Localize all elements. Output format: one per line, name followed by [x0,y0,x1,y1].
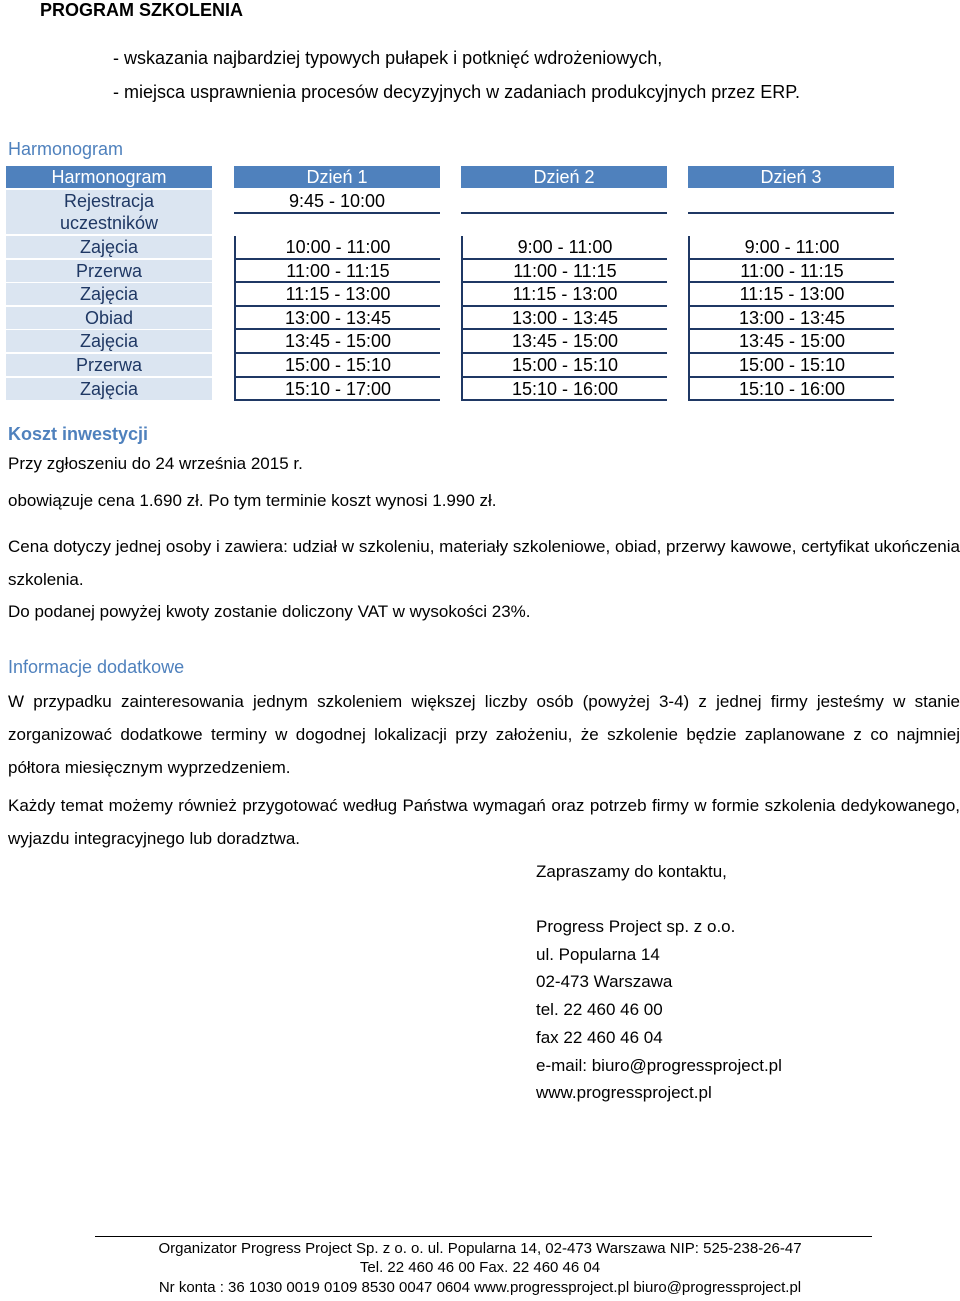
footer-account: Nr konta : 36 1030 0019 0109 8530 0047 0604 www.progressproject.pl biuro@progressproject.pl [158,1279,802,1296]
contact-email[interactable]: e-mail: biuro@progressproject.pl [536,1056,782,1075]
table-cell: 15:00 - 15:10 [234,354,440,378]
schedule-heading: Harmonogram [8,139,124,159]
table-cell: 13:45 - 15:00 [461,330,667,354]
info-paragraph: Każdy temat możemy również przygotować według Państwa wymagań oraz potrzeb firmy w formie szkolenia dedykowanego, wyjazdu integracyjnego lub doradztwa. [8,796,960,848]
document-title: PROGRAM SZKOLENIA [40,0,244,20]
contact-city: 02-473 Warszawa [536,972,673,991]
table-cell: 9:45 - 10:00 [234,190,440,214]
table-cell: 15:00 - 15:10 [688,354,894,378]
table-header-cell: Dzień 2 [461,166,667,190]
table-header-cell: Dzień 1 [234,166,440,190]
row-label: Zajęcia [6,330,212,354]
table-cell: 13:45 - 15:00 [234,330,440,354]
cost-vat-text: Do podanej powyżej kwoty zostanie doliczony VAT w wysokości 23%. [8,602,531,621]
table-cell: 11:00 - 11:15 [461,260,667,284]
table-cell [688,190,894,214]
contact-company: Progress Project sp. z o.o. [536,917,736,936]
cost-price-text: obowiązuje cena 1.690 zł. Po tym terminie koszt wynosi 1.990 zł. [8,491,497,510]
table-cell: 13:00 - 13:45 [461,307,667,331]
contact-tel: tel. 22 460 46 00 [536,1000,663,1019]
contact-street: ul. Popularna 14 [536,945,660,964]
bullet-item: - wskazania najbardziej typowych pułapek i potknięć wdrożeniowych, [113,48,663,68]
table-cell: 11:15 - 13:00 [234,283,440,307]
cost-includes-text: Cena dotyczy jednej osoby i zawiera: udział w szkoleniu, materiały szkoleniowe, obiad, przerwy kawowe, certyfikat ukończenia szkolenia. [8,537,960,589]
footer-organizer: Organizator Progress Project Sp. z o. o. ul. Popularna 14, 02-473 Warszawa NIP: 525-238-26-47 [158,1240,802,1257]
table-cell: 11:00 - 11:15 [234,260,440,284]
table-cell: 9:00 - 11:00 [688,236,894,260]
row-label: Przerwa [6,354,212,378]
footer-divider [95,1236,872,1237]
table-cell: 15:00 - 15:10 [461,354,667,378]
footer-phone: Tel. 22 460 46 00 Fax. 22 460 46 04 [359,1259,601,1276]
contact-invite: Zapraszamy do kontaktu, [536,862,727,881]
table-cell: 13:00 - 13:45 [688,307,894,331]
row-label: Obiad [6,307,212,331]
table-cell: 15:10 - 16:00 [688,378,894,402]
cost-deadline-text: Przy zgłoszeniu do 24 września 2015 r. [8,454,303,473]
row-label: Zajęcia [6,236,212,260]
row-label: Przerwa [6,260,212,284]
table-cell [461,190,667,214]
info-paragraph: W przypadku zainteresowania jednym szkoleniem większej liczby osób (powyżej 3-4) z jednej firmy jesteśmy w stanie zorganizować dodatkowe terminy w dogodnej lokalizacji przy założeniu, że szkolenie będzie zaplanowane z co najmniej półtora miesięcznym wyprzedzeniem. [8,692,960,777]
cost-heading: Koszt inwestycji [8,424,149,444]
table-cell: 11:15 - 13:00 [461,283,667,307]
info-heading: Informacje dodatkowe [8,657,185,677]
contact-website[interactable]: www.progressproject.pl [536,1083,712,1102]
table-cell: 13:45 - 15:00 [688,330,894,354]
table-cell: 10:00 - 11:00 [234,236,440,260]
table-header-cell: Dzień 3 [688,166,894,190]
row-label: Zajęcia [6,283,212,307]
row-label: Zajęcia [6,378,212,400]
row-label-registration: Rejestracja uczestników [6,190,212,236]
bullet-item: - miejsca usprawnienia procesów decyzyjnych w zadaniach produkcyjnych przez ERP. [113,82,800,102]
table-cell: 15:10 - 16:00 [461,378,667,402]
table-cell: 13:00 - 13:45 [234,307,440,331]
contact-fax: fax 22 460 46 04 [536,1028,663,1047]
table-header-cell: Harmonogram [6,166,212,190]
table-cell: 9:00 - 11:00 [461,236,667,260]
table-cell: 11:15 - 13:00 [688,283,894,307]
table-cell: 11:00 - 11:15 [688,260,894,284]
table-cell: 15:10 - 17:00 [234,378,440,402]
